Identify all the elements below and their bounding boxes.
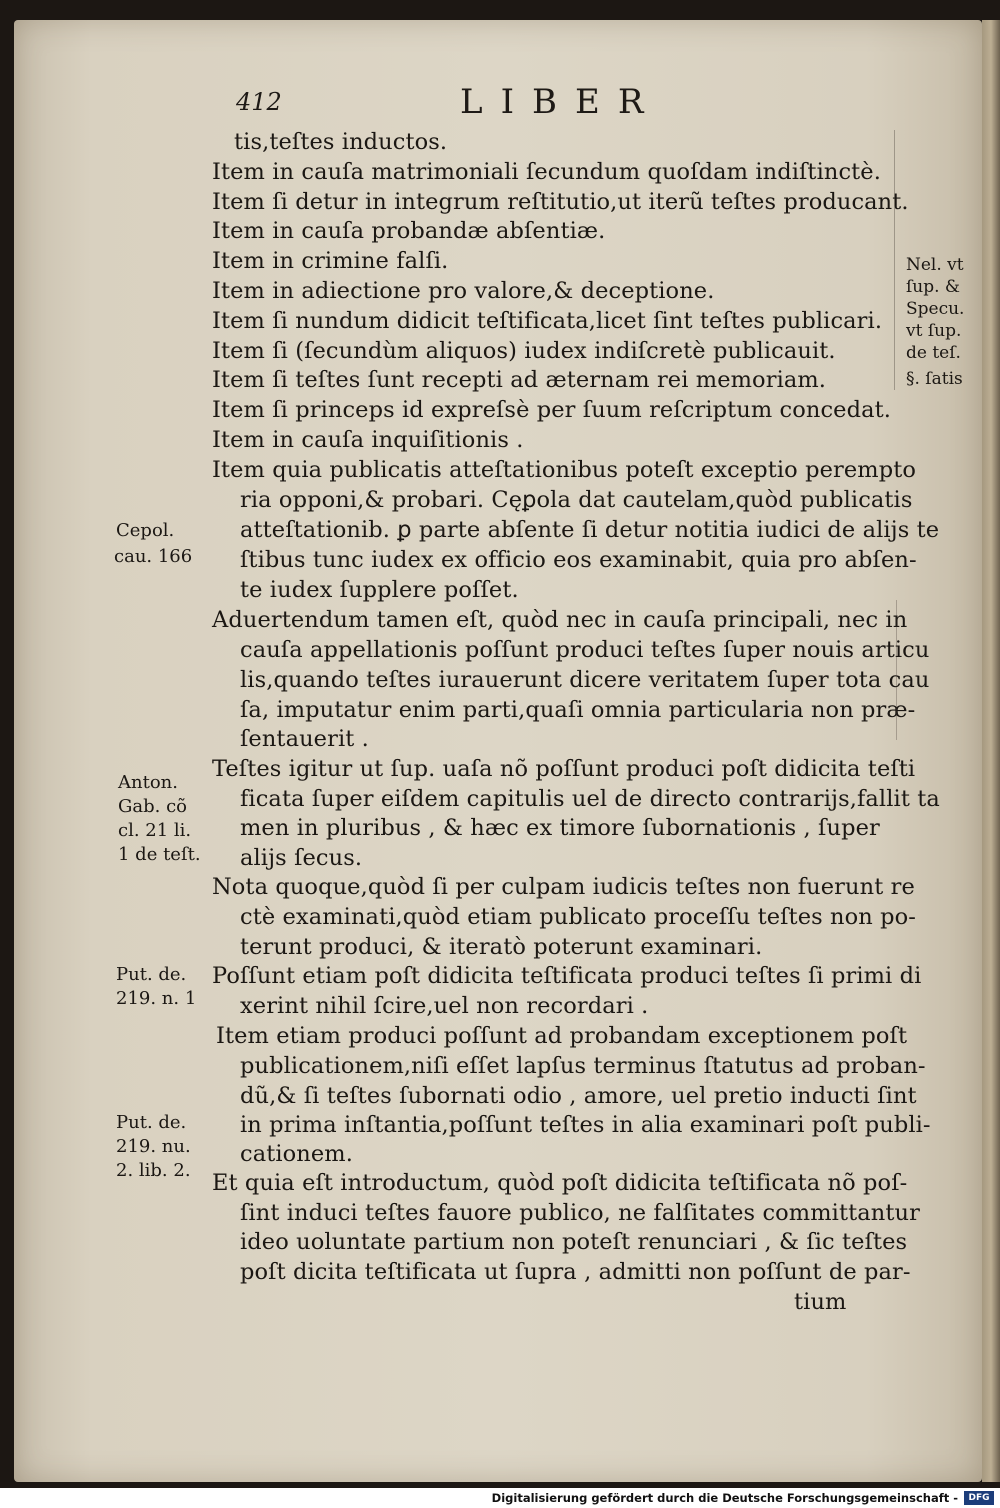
text-line: atteſtationib. ꝑ parte abſente ſi detur notitia iudici de alijs te [240, 517, 940, 543]
text-line: publicationem,niſi eſſet lapſus terminus ſtatutus ad proban- [240, 1053, 926, 1079]
digitization-footer [0, 1488, 1000, 1508]
margin-note: cl. 21 li. [118, 820, 192, 841]
text-line: tis,teſtes inductos. [234, 129, 448, 155]
text-line: cauſa appellationis poſſunt produci teſtes ſuper nouis articu [240, 637, 930, 663]
margin-note: Nel. vt [906, 255, 964, 275]
margin-note: Gab. cõ [118, 796, 187, 817]
text-line: Item ſi nundum didicit teſtificata,licet ſint teſtes publicari. [212, 308, 883, 334]
book-spine-edge [982, 20, 1000, 1482]
text-line: ſtibus tunc iudex ex officio eos examinabit, quia pro abſen- [240, 547, 917, 573]
text-line: cationem. [240, 1141, 353, 1167]
text-line: Item in adiectione pro valore,& deceptione. [212, 278, 715, 304]
catchword: tium [794, 1289, 847, 1315]
text-line: xerint nihil ſcire,uel non recordari . [240, 993, 649, 1019]
margin-note: 1 de teſt. [118, 844, 201, 865]
text-line: alijs ſecus. [240, 845, 363, 871]
margin-note: 219. n. 1 [116, 988, 197, 1009]
text-line: lis,quando teſtes iurauerunt dicere veritatem ſuper tota cau [240, 667, 930, 693]
page-number: 412 [236, 88, 282, 116]
margin-note: 219. nu. [116, 1136, 191, 1157]
text-line: Item in crimine falſi. [212, 248, 449, 274]
text-line: Item ſi detur in integrum reſtitutio,ut iterũ teſtes producant. [212, 189, 909, 215]
margin-rule [894, 130, 895, 390]
margin-note: 2. lib. 2. [116, 1160, 191, 1181]
text-line: Item etiam produci poſſunt ad probandam exceptionem poſt [216, 1023, 908, 1049]
margin-note: Cepol. [116, 520, 175, 541]
text-line: dũ,& ſi teſtes ſubornati odio , amore, uel pretio inducti ſint [240, 1083, 917, 1109]
text-line: Et quia eſt introductum, quòd poſt didicita teſtificata nõ poſ- [212, 1170, 908, 1196]
text-line: ſentauerit . [240, 726, 369, 752]
page-header [0, 76, 1000, 126]
text-line: ideo uoluntate partium non poteſt renunciari , & ſic teſtes [240, 1229, 908, 1255]
margin-note: ſup. & [906, 277, 961, 297]
text-line: Item ſi teſtes ſunt recepti ad æternam rei memoriam. [212, 367, 827, 393]
text-line: Poſſunt etiam poſt didicita teſtificata produci teſtes ſi primi di [212, 963, 922, 989]
dfg-logo-icon: DFG [964, 1491, 994, 1505]
text-line: te iudex ſupplere poſſet. [240, 577, 519, 603]
text-line: men in pluribus , & hæc ex timore ſubornationis , ſuper [240, 815, 880, 841]
text-line: ficata ſuper eiſdem capitulis uel de directo contrarijs,fallit ta [240, 786, 940, 812]
text-line: Nota quoque,quòd ſi per culpam iudicis teſtes non fuerunt re [212, 874, 915, 900]
text-line: Aduertendum tamen eſt, quòd nec in cauſa principali, nec in [212, 607, 908, 633]
text-line: poſt dicita teſtificata ut ſupra , admitti non poſſunt de par- [240, 1259, 911, 1285]
text-line: ſint induci teſtes fauore publico, ne falſitates committantur [240, 1200, 920, 1226]
margin-note: Specu. [906, 299, 965, 319]
text-line: Item in cauſa inquiſitionis . [212, 427, 524, 453]
margin-note: §. ſatis [906, 369, 963, 389]
margin-note: Put. de. [116, 964, 187, 985]
margin-rule [896, 600, 897, 740]
text-line: in prima inſtantia,poſſunt teſtes in alia examinari poſt publi- [240, 1112, 931, 1138]
text-line: ſa, imputatur enim parti,quaſi omnia particularia non præ- [240, 697, 916, 723]
text-line: Item in cauſa probandæ abſentiæ. [212, 218, 606, 244]
running-title: LIBER [460, 82, 662, 122]
margin-note: de teſ. [906, 343, 961, 363]
margin-note: Put. de. [116, 1112, 187, 1133]
text-line: terunt produci, & iteratò poterunt examinari. [240, 934, 763, 960]
margin-note: Anton. [118, 772, 178, 793]
text-line: Teſtes igitur ut ſup. uaſa nõ poſſunt produci poſt didicita teſti [212, 756, 916, 782]
text-line: Item ſi (ſecundùm aliquos) iudex indiſcretè publicauit. [212, 338, 836, 364]
margin-note: vt ſup. [906, 321, 962, 341]
text-line: Item quia publicatis atteſtationibus poteſt exceptio perempto [212, 457, 916, 483]
funding-credit: Digitalisierung gefördert durch die Deutsche Forschungsgemeinschaft - [491, 1491, 958, 1505]
text-line: ctè examinati,quòd etiam publicato proceſſu teſtes non po- [240, 904, 916, 930]
text-line: Item in cauſa matrimoniali ſecundum quoſdam indiſtinctè. [212, 159, 881, 185]
margin-note: cau. 166 [114, 546, 193, 567]
text-line: Item ſi princeps id expreſsè per ſuum reſcriptum concedat. [212, 397, 892, 423]
text-line: ria opponi,& probari. Cęꝑola dat cautelam,quòd publicatis [240, 487, 913, 513]
